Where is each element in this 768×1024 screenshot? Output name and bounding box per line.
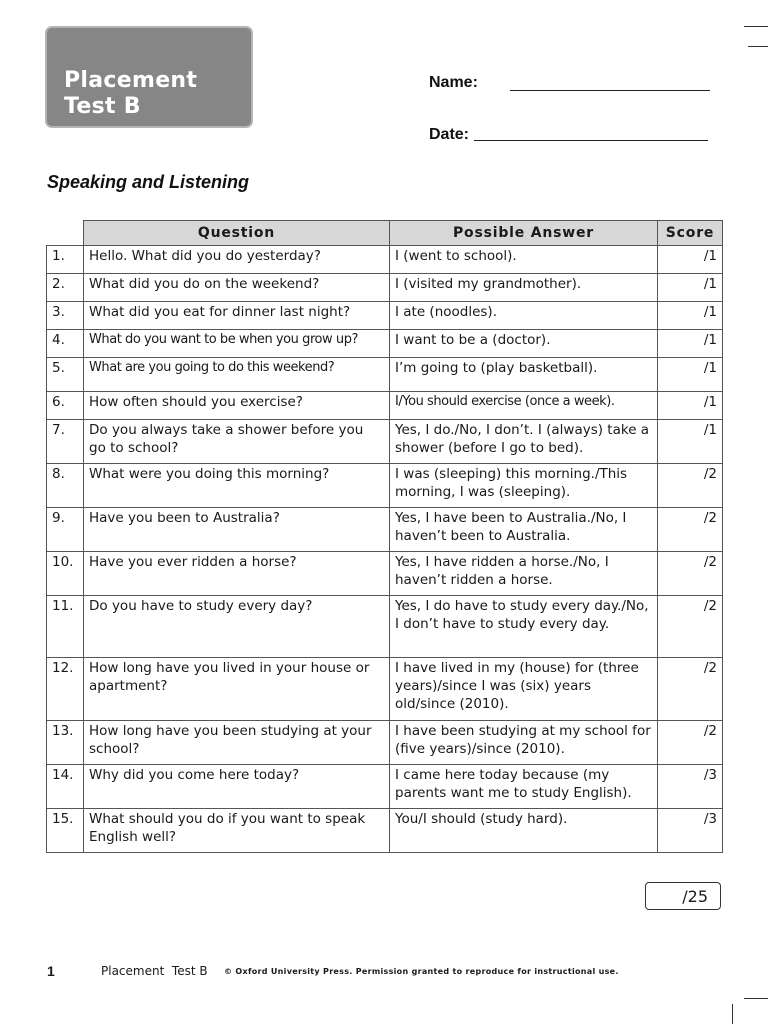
- answer-text: I (visited my grandmother).: [390, 274, 658, 302]
- table-row: [47, 658, 723, 721]
- score-cell: /1: [658, 392, 723, 420]
- question-number: 4.: [47, 330, 84, 358]
- answer-text: I’m going to (play basketball).: [390, 358, 658, 392]
- crop-mark: [744, 26, 768, 27]
- table-row: [47, 330, 723, 358]
- header-blank-cell: [47, 221, 84, 246]
- answer-text: I want to be a (doctor).: [390, 330, 658, 358]
- answer-text: Yes, I have ridden a horse./No, I haven’t ridden a horse.: [390, 552, 658, 596]
- table-row: [47, 552, 723, 596]
- score-cell: /1: [658, 274, 723, 302]
- answer-text: I/You should exercise (once a week).: [390, 392, 658, 420]
- question-number: 6.: [47, 392, 84, 420]
- answer-text: Yes, I have been to Australia./No, I haven’t been to Australia.: [390, 508, 658, 552]
- name-field[interactable]: [510, 90, 710, 91]
- question-number: 7.: [47, 420, 84, 464]
- score-cell: /1: [658, 358, 723, 392]
- question-text: What were you doing this morning?: [84, 464, 390, 508]
- footer-copyright: © Oxford University Press. Permission granted to reproduce for instructional use.: [224, 967, 619, 976]
- answer-text: I (went to school).: [390, 246, 658, 274]
- table-row: [47, 721, 723, 765]
- question-text: Do you have to study every day?: [84, 596, 390, 658]
- test-title-line-2: Test B: [64, 94, 141, 119]
- table-row: [47, 596, 723, 658]
- question-number: 8.: [47, 464, 84, 508]
- total-score-box[interactable]: /25: [645, 882, 721, 910]
- score-cell: /2: [658, 721, 723, 765]
- question-text: What did you do on the weekend?: [84, 274, 390, 302]
- question-text: Have you been to Australia?: [84, 508, 390, 552]
- questions-table: [46, 220, 723, 853]
- question-number: 9.: [47, 508, 84, 552]
- crop-mark: [732, 1004, 733, 1024]
- score-cell: /2: [658, 464, 723, 508]
- question-text: Do you always take a shower before you go to school?: [84, 420, 390, 464]
- question-number: 1.: [47, 246, 84, 274]
- score-cell: /2: [658, 658, 723, 721]
- question-number: 2.: [47, 274, 84, 302]
- answer-text: Yes, I do have to study every day./No, I don’t have to study every day.: [390, 596, 658, 658]
- score-cell: /1: [658, 330, 723, 358]
- score-cell: /3: [658, 765, 723, 809]
- question-text: Hello. What did you do yesterday?: [84, 246, 390, 274]
- test-title-box: [45, 26, 253, 128]
- table-header-row: [47, 221, 723, 246]
- question-number: 13.: [47, 721, 84, 765]
- score-cell: /2: [658, 508, 723, 552]
- question-number: 14.: [47, 765, 84, 809]
- crop-mark: [748, 46, 768, 47]
- question-number: 3.: [47, 302, 84, 330]
- question-text: What did you eat for dinner last night?: [84, 302, 390, 330]
- section-title: Speaking and Listening: [47, 172, 250, 192]
- answer-text: I have lived in my (house) for (three years)/since I was (six) years old/since (2010).: [390, 658, 658, 721]
- score-cell: /1: [658, 302, 723, 330]
- question-number: 10.: [47, 552, 84, 596]
- question-number: 15.: [47, 809, 84, 853]
- question-text: Have you ever ridden a horse?: [84, 552, 390, 596]
- question-text: How long have you been studying at your school?: [84, 721, 390, 765]
- question-number: 11.: [47, 596, 84, 658]
- name-label: Name:: [429, 74, 478, 91]
- question-text: How long have you lived in your house or apartment?: [84, 658, 390, 721]
- score-cell: /3: [658, 809, 723, 853]
- question-text: What are you going to do this weekend?: [84, 358, 390, 392]
- crop-mark: [744, 998, 768, 999]
- table-row: [47, 765, 723, 809]
- test-title-line-1: Placement: [64, 68, 198, 93]
- answer-text: I ate (noodles).: [390, 302, 658, 330]
- column-header-score: Score: [658, 221, 723, 246]
- score-cell: /1: [658, 246, 723, 274]
- table-row: [47, 809, 723, 853]
- question-number: 5.: [47, 358, 84, 392]
- column-header-answer: Possible Answer: [390, 221, 658, 246]
- score-cell: /1: [658, 420, 723, 464]
- question-number: 12.: [47, 658, 84, 721]
- question-text: What do you want to be when you grow up?: [84, 330, 390, 358]
- table-row: [47, 274, 723, 302]
- table-row: [47, 246, 723, 274]
- page-number: 1: [47, 963, 55, 979]
- answer-text: You/I should (study hard).: [390, 809, 658, 853]
- answer-text: Yes, I do./No, I don’t. I (always) take a shower (before I go to bed).: [390, 420, 658, 464]
- table-row: [47, 508, 723, 552]
- question-text: Why did you come here today?: [84, 765, 390, 809]
- answer-text: I have been studying at my school for (five years)/since (2010).: [390, 721, 658, 765]
- question-text: What should you do if you want to speak English well?: [84, 809, 390, 853]
- question-text: How often should you exercise?: [84, 392, 390, 420]
- table-row: [47, 464, 723, 508]
- date-label: Date:: [429, 126, 470, 143]
- table-row: [47, 392, 723, 420]
- score-cell: /2: [658, 552, 723, 596]
- table-row: [47, 302, 723, 330]
- date-field[interactable]: [474, 140, 708, 141]
- column-header-question: Question: [84, 221, 390, 246]
- table-row: [47, 420, 723, 464]
- score-cell: /2: [658, 596, 723, 658]
- answer-text: I came here today because (my parents want me to study English).: [390, 765, 658, 809]
- footer-test-name: Placement Test B: [101, 964, 208, 978]
- answer-text: I was (sleeping) this morning./This morning, I was (sleeping).: [390, 464, 658, 508]
- table-row: [47, 358, 723, 392]
